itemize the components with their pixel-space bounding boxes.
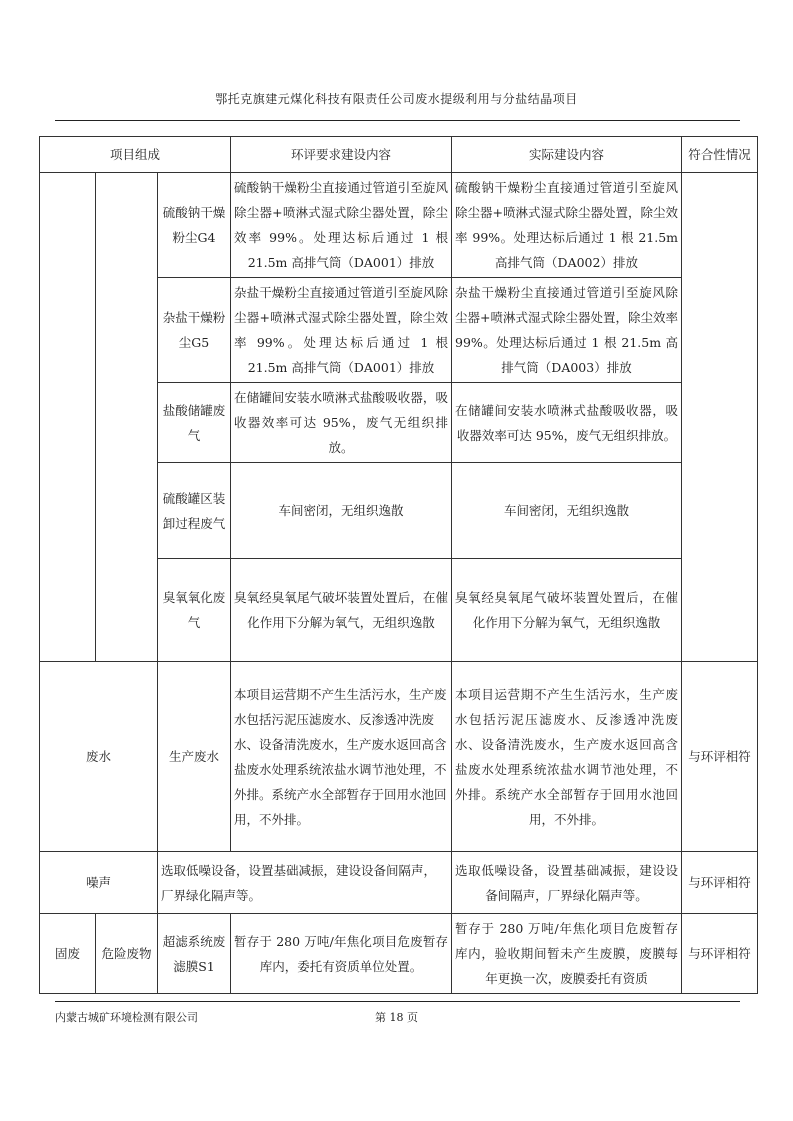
page-number: 第 18 页 [375,1011,418,1024]
category-cell: 噪声 [40,852,158,914]
header-item: 项目组成 [40,137,231,173]
actual-cell: 在储罐间安装水喷淋式盐酸吸收器，吸收器效率可达 95%，废气无组织排放。 [452,383,682,463]
item-cell: 杂盐干燥粉尘G5 [158,278,231,383]
required-cell: 车间密闭，无组织逸散 [231,463,452,559]
compliance-cell [682,173,758,662]
compliance-cell: 与环评相符 [682,662,758,852]
table-header-row [40,137,758,173]
footer-rule [55,1001,740,1002]
actual-cell: 臭氧经臭氧尾气破坏装置处置后，在催化作用下分解为氧气，无组织逸散 [452,559,682,662]
table-row-solid [40,914,758,994]
actual-cell: 选取低噪设备，设置基础减振，建设设备间隔声，厂界绿化隔声等。 [452,852,682,914]
item-cell: 盐酸储罐废气 [158,383,231,463]
item-cell: 超滤系统废滤膜S1 [158,914,231,994]
page-header: 鄂托克旗建元煤化科技有限责任公司废水提级利用与分盐结晶项目 [215,92,578,106]
actual-cell: 硫酸钠干燥粉尘直接通过管道引至旋风除尘器+喷淋式湿式除尘器处置，除尘效率 99%。处理达标后通过 1 根 21.5m 高排气筒（DA002）排放 [452,173,682,278]
header-compliance: 符合性情况 [682,137,758,173]
required-cell: 硫酸钠干燥粉尘直接通过管道引至旋风除尘器+喷淋式湿式除尘器处置，除尘效率 99%。处理达标后通过 1 根 21.5m 高排气筒（DA001）排放 [231,173,452,278]
item-cell: 臭氧氧化废气 [158,559,231,662]
actual-cell: 本项目运营期不产生生活污水，生产废水包括污泥压滤废水、反渗透冲洗废水、设备清洗废水，生产废水返回高含盐废水处理系统浓盐水调节池处理，不外排。系统产水全部暂存于回用水池回用，不外排。 [452,662,682,852]
table-row-wastewater [40,662,758,852]
required-cell: 选取低噪设备，设置基础减振，建设设备间隔声，厂界绿化隔声等。 [158,852,452,914]
required-cell: 暂存于 280 万吨/年焦化项目危废暂存库内，委托有资质单位处置。 [231,914,452,994]
subcategory-cell [96,173,158,662]
required-cell: 在储罐间安装水喷淋式盐酸吸收器，吸收器效率可达 95%，废气无组织排放。 [231,383,452,463]
actual-cell: 杂盐干燥粉尘直接通过管道引至旋风除尘器+喷淋式湿式除尘器处置，除尘效率 99%。处理达标后通过 1 根 21.5m 高排气筒（DA003）排放 [452,278,682,383]
compliance-cell: 与环评相符 [682,914,758,994]
subcategory-cell: 危险废物 [96,914,158,994]
footer-company: 内蒙古城矿环境检测有限公司 [55,1011,198,1024]
header-actual: 实际建设内容 [452,137,682,173]
item-cell: 硫酸罐区装卸过程废气 [158,463,231,559]
header-rule [55,120,740,121]
table-row [40,173,758,278]
category-cell: 固废 [40,914,96,994]
actual-cell: 暂存于 280 万吨/年焦化项目危废暂存库内，验收期间暂未产生废膜，废膜每年更换一次，废膜委托有资质 [452,914,682,994]
table-row-noise [40,852,758,914]
category-cell [40,173,96,662]
category-cell: 废水 [40,662,158,852]
item-cell: 生产废水 [158,662,231,852]
required-cell: 本项目运营期不产生生活污水，生产废水包括污泥压滤废水、反渗透冲洗废水、设备清洗废水，生产废水返回高含盐废水处理系统浓盐水调节池处理，不外排。系统产水全部暂存于回用水池回用，不外排。 [231,662,452,852]
compliance-table [39,136,758,994]
item-cell: 硫酸钠干燥粉尘G4 [158,173,231,278]
required-cell: 杂盐干燥粉尘直接通过管道引至旋风除尘器+喷淋式湿式除尘器处置，除尘效率 99%。处理达标后通过 1 根 21.5m 高排气筒（DA001）排放 [231,278,452,383]
compliance-cell: 与环评相符 [682,852,758,914]
actual-cell: 车间密闭，无组织逸散 [452,463,682,559]
header-required: 环评要求建设内容 [231,137,452,173]
required-cell: 臭氧经臭氧尾气破坏装置处置后，在催化作用下分解为氧气，无组织逸散 [231,559,452,662]
